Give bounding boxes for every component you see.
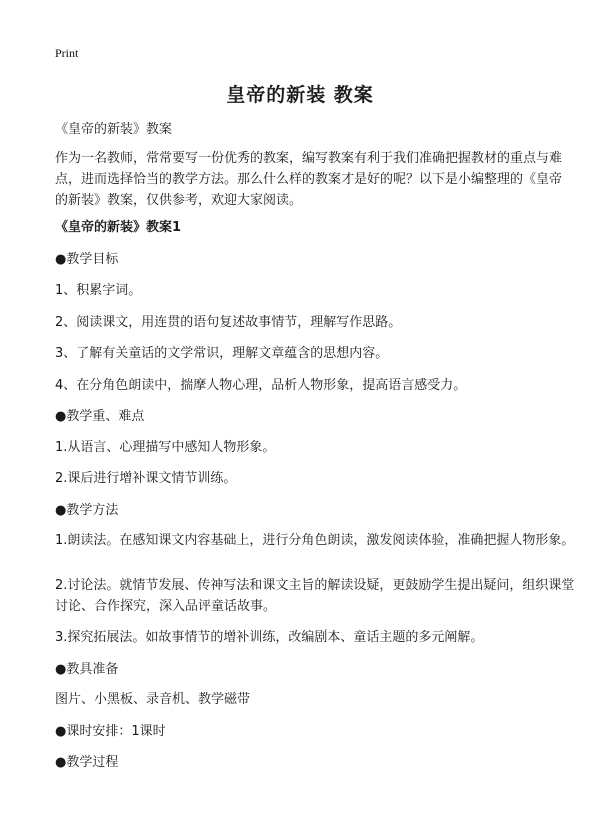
intro-paragraph: 作为一名教师，常常要写一份优秀的教案，编写教案有利于我们准确把握教材的重点与难点，进而选择恰当的教学方法。那么什么样的教案才是好的呢？以下是小编整理的《皇帝的新装》教案，仅供参考，欢迎大家阅读。 xyxy=(55,151,563,208)
page-title: 皇帝的新装 教案 xyxy=(226,84,374,106)
goals-heading: ●教学目标 xyxy=(55,252,119,267)
method-item: 2.讨论法。就情节发展、传神写法和课文主旨的解读设疑，更鼓励学生提出疑问，组织课堂讨论、合作探究，深入品评童话故事。 xyxy=(55,578,575,614)
schedule-text: ●课时安排：1课时 xyxy=(55,724,166,739)
section-heading: 《皇帝的新装》教案1 xyxy=(55,220,182,235)
method-item: 1.朗读法。在感知课文内容基础上，进行分角色朗读，激发阅读体验，准确把握人物形象。 xyxy=(55,533,575,548)
goal-item: 1、积累字词。 xyxy=(55,283,142,298)
goal-item: 2、阅读课文，用连贯的语句复述故事情节，理解写作思路。 xyxy=(55,315,402,330)
goal-item: 3、了解有关童话的文学常识，理解文章蕴含的思想内容。 xyxy=(55,346,389,361)
method-item: 3.探究拓展法。如故事情节的增补训练，改编剧本、童话主题的多元阐解。 xyxy=(55,630,484,645)
keypoint-item: 1.从语言、心理描写中感知人物形象。 xyxy=(55,440,276,455)
keypoint-item: 2.课后进行增补课文情节训练。 xyxy=(55,471,237,486)
keypoints-heading: ●教学重、难点 xyxy=(55,409,145,424)
methods-heading: ●教学方法 xyxy=(55,503,119,518)
process-heading: ●教学过程 xyxy=(55,755,119,770)
goal-item: 4、在分角色朗读中，揣摩人物心理，品析人物形象，提高语言感受力。 xyxy=(55,378,467,393)
tools-heading: ●教具准备 xyxy=(55,662,119,677)
tools-text: 图片、小黑板、录音机、教学磁带 xyxy=(55,692,251,707)
print-link[interactable]: Print xyxy=(55,46,79,60)
document-subtitle: 《皇帝的新装》教案 xyxy=(55,122,173,137)
